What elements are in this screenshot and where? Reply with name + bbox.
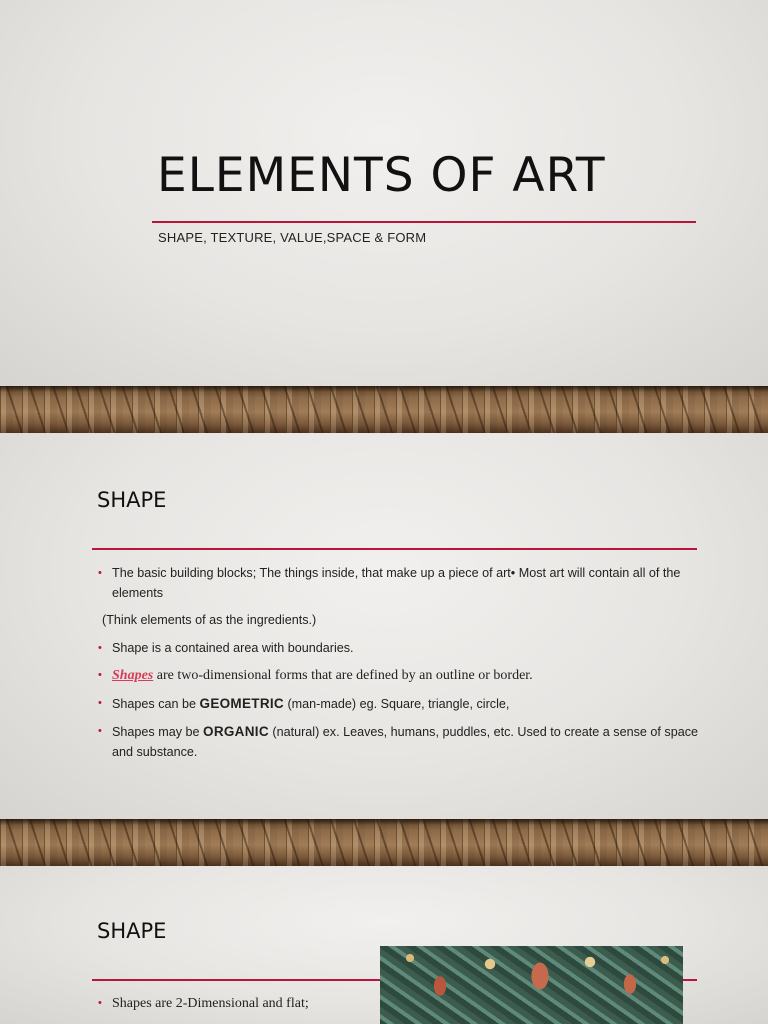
- slide-subtitle: SHAPE, TEXTURE, VALUE,SPACE & FORM: [158, 230, 427, 245]
- floral-pattern-image: [380, 946, 683, 1024]
- bullet-item: • Shape is a contained area with boundaries.: [98, 639, 698, 659]
- keyword-organic: ORGANIC: [203, 724, 269, 739]
- keyword-geometric: GEOMETRIC: [199, 695, 284, 711]
- slide-title: ELEMENTS OF ART: [157, 148, 606, 203]
- title-divider: [92, 548, 697, 550]
- bullet-list: [98, 564, 698, 770]
- title-divider: [152, 221, 696, 223]
- bullet-item: • Shapes are 2-Dimensional and flat;: [98, 994, 698, 1014]
- slide-title: SHAPE: [97, 919, 167, 943]
- bullet-item: • Shapes can be GEOMETRIC (man-made) eg. Square, triangle, circle,: [98, 694, 698, 715]
- bullet-item: • The basic building blocks; The things inside, that make up a piece of art• Most art will contain all of the elements: [98, 564, 698, 603]
- bullet-item: • Shapes are two-dimensional forms that are defined by an outline or border.: [98, 666, 698, 686]
- slide-title: SHAPE: [97, 488, 167, 512]
- shapes-link[interactable]: Shapes: [112, 668, 154, 683]
- note-text: (Think elements of as the ingredients.): [102, 613, 317, 627]
- bullet-item: • Shapes may be ORGANIC (natural) ex. Leaves, humans, puddles, etc. Used to create a sense of space and substance.: [98, 722, 698, 762]
- wood-floor-divider: [0, 819, 768, 866]
- wood-floor-divider: [0, 386, 768, 433]
- shape-slide-1: [0, 433, 768, 819]
- title-slide: [0, 0, 768, 386]
- shape-slide-2: [0, 866, 768, 1024]
